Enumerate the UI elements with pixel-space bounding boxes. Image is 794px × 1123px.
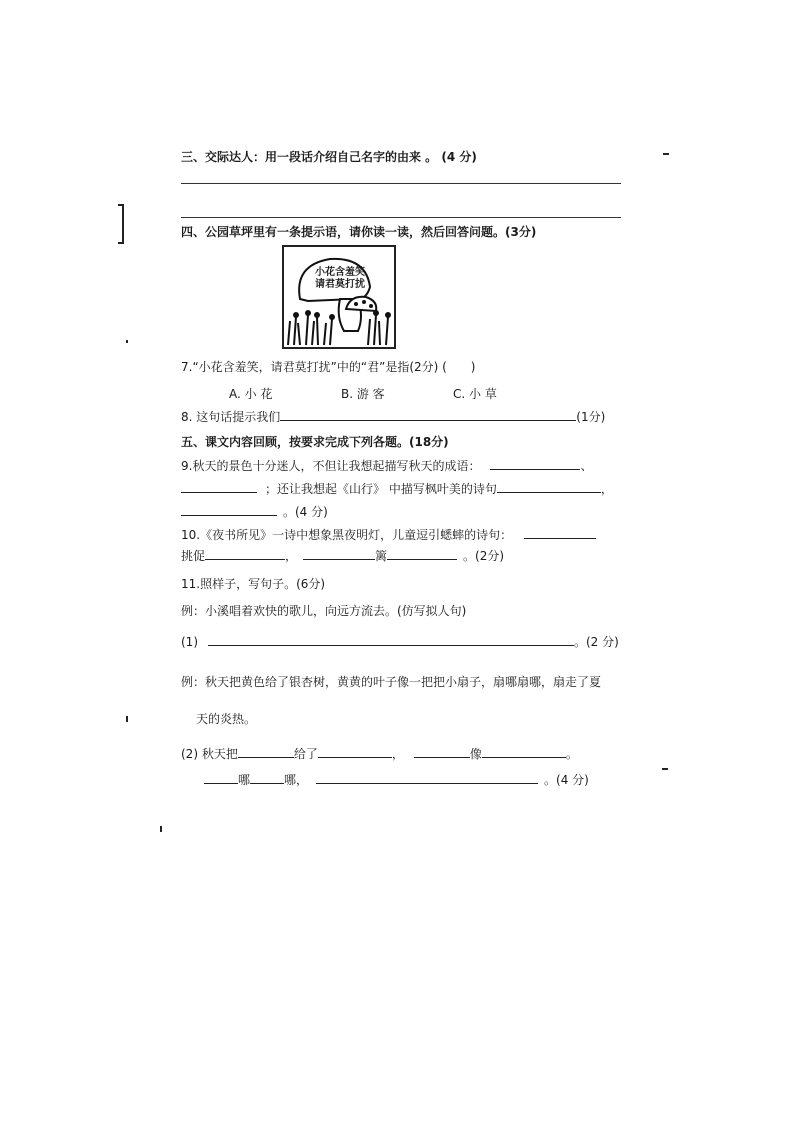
q9-comma: ， [600, 482, 613, 496]
q11-example-1: 例：小溪唱着欢快的歌儿，向远方流去。(仿写拟人句) [181, 604, 467, 618]
q11-item2-blank-7[interactable] [316, 771, 538, 784]
q11-item2-period: 。 [565, 747, 578, 761]
q11-item1-score: 。(2 分) [574, 635, 619, 649]
mushroom-sign-illustration [282, 245, 396, 349]
q11-item2-blank-6[interactable] [250, 771, 284, 784]
q10-blank-3[interactable] [303, 547, 375, 560]
section3-title: 三、交际达人：用一段话介绍自己名字的由来 。 (4 分) [181, 150, 477, 164]
q11-item2-gave: 给了 [293, 747, 318, 761]
answer-line [181, 183, 621, 184]
question-10-line1 [181, 526, 596, 543]
q11-item2-blank-5[interactable] [204, 771, 238, 784]
q11-item-2-line2 [204, 771, 589, 788]
sign-text: 小花含羞笑 请君莫打扰 [315, 267, 365, 290]
q10-score: 。(2分) [463, 549, 505, 563]
question-9-line3 [181, 503, 328, 520]
q9-shanxing-text: ；还让我想起《山行》 中描写枫叶美的诗句 [265, 482, 497, 496]
q10-blank-4[interactable] [387, 547, 457, 560]
scan-bracket-tick-top [118, 204, 124, 206]
q10-blank-1[interactable] [524, 526, 596, 539]
q9-score: 。(4 分) [283, 505, 328, 519]
q11-item2-na1: 哪 [238, 773, 251, 787]
q10-comma: ， [285, 549, 298, 563]
scan-speck [160, 826, 162, 832]
scan-speck [126, 340, 128, 343]
q11-item2-blank-2[interactable] [318, 745, 392, 758]
q9-idiom-blank-2[interactable] [181, 480, 257, 493]
section4-title: 四、公园草坪里有一条提示语，请你读一读，然后回答问题。(3分) [181, 225, 537, 239]
question-7: 7.“小花含羞笑，请君莫打扰”中的“君”是指(2分) ( ) [181, 360, 476, 374]
q11-item1-label: (1) [181, 635, 198, 649]
scan-speck [662, 768, 668, 770]
q11-item1-blank[interactable] [208, 633, 574, 646]
q11-item2-blank-1[interactable] [238, 745, 294, 758]
q11-item2-score: 。(4 分) [544, 773, 589, 787]
q10-text: 10.《夜书所见》一诗中想象黑夜明灯，儿童逗引蟋蟀的诗句： [181, 528, 513, 542]
q11-item-1 [181, 633, 619, 650]
q11-item2-blank-4[interactable] [482, 745, 566, 758]
section5-title: 五、课文内容回顾，按要求完成下列各题。(18分) [181, 435, 449, 449]
q7-option-a: A. 小 花 [229, 387, 273, 401]
q10-start: 挑促 [181, 549, 206, 563]
q11-item2-na2: 哪， [284, 773, 309, 787]
q11-item2-start: (2) 秋天把 [181, 747, 238, 761]
scan-bracket-tick-bottom [118, 242, 124, 244]
q9-poem-blank-2[interactable] [181, 503, 277, 516]
q10-blank-2[interactable] [205, 547, 285, 560]
q8-answer-blank[interactable] [280, 408, 576, 421]
question-9-line2 [181, 480, 613, 497]
q8-score: (1分) [576, 410, 606, 424]
question-9-line1 [181, 457, 592, 474]
q9-poem-blank-1[interactable] [497, 480, 601, 493]
question-10-line2 [181, 547, 504, 564]
question-8 [181, 408, 605, 425]
q11-item2-comma: ， [391, 747, 404, 761]
q11-example-2-line1: 例：秋天把黄色给了银杏树，黄黄的叶子像一把把小扇子，扇哪扇哪，扇走了夏 [181, 675, 602, 689]
q11-item2-like: 像 [469, 747, 482, 761]
q11-item2-blank-3[interactable] [414, 745, 470, 758]
q11-item-2-line1 [181, 745, 578, 762]
q8-text: 8. 这句话提示我们 [181, 410, 281, 424]
question-11-title: 11.照样子，写句子。(6分) [181, 577, 326, 591]
q9-text: 9.秋天的景色十分迷人，不但让我想起描写秋天的成语： [181, 459, 481, 473]
q9-idiom-blank-1[interactable] [490, 457, 580, 470]
q7-option-c: C. 小 草 [453, 387, 497, 401]
scan-bracket-mark [122, 204, 124, 244]
answer-line [181, 217, 621, 218]
q9-separator: 、 [580, 459, 593, 473]
q11-example-2-line2: 天的炎热。 [196, 712, 257, 726]
scan-speck [126, 716, 128, 722]
q7-option-b: B. 游 客 [341, 387, 385, 401]
scan-speck [663, 153, 669, 155]
q10-mid: 篱 [375, 549, 388, 563]
